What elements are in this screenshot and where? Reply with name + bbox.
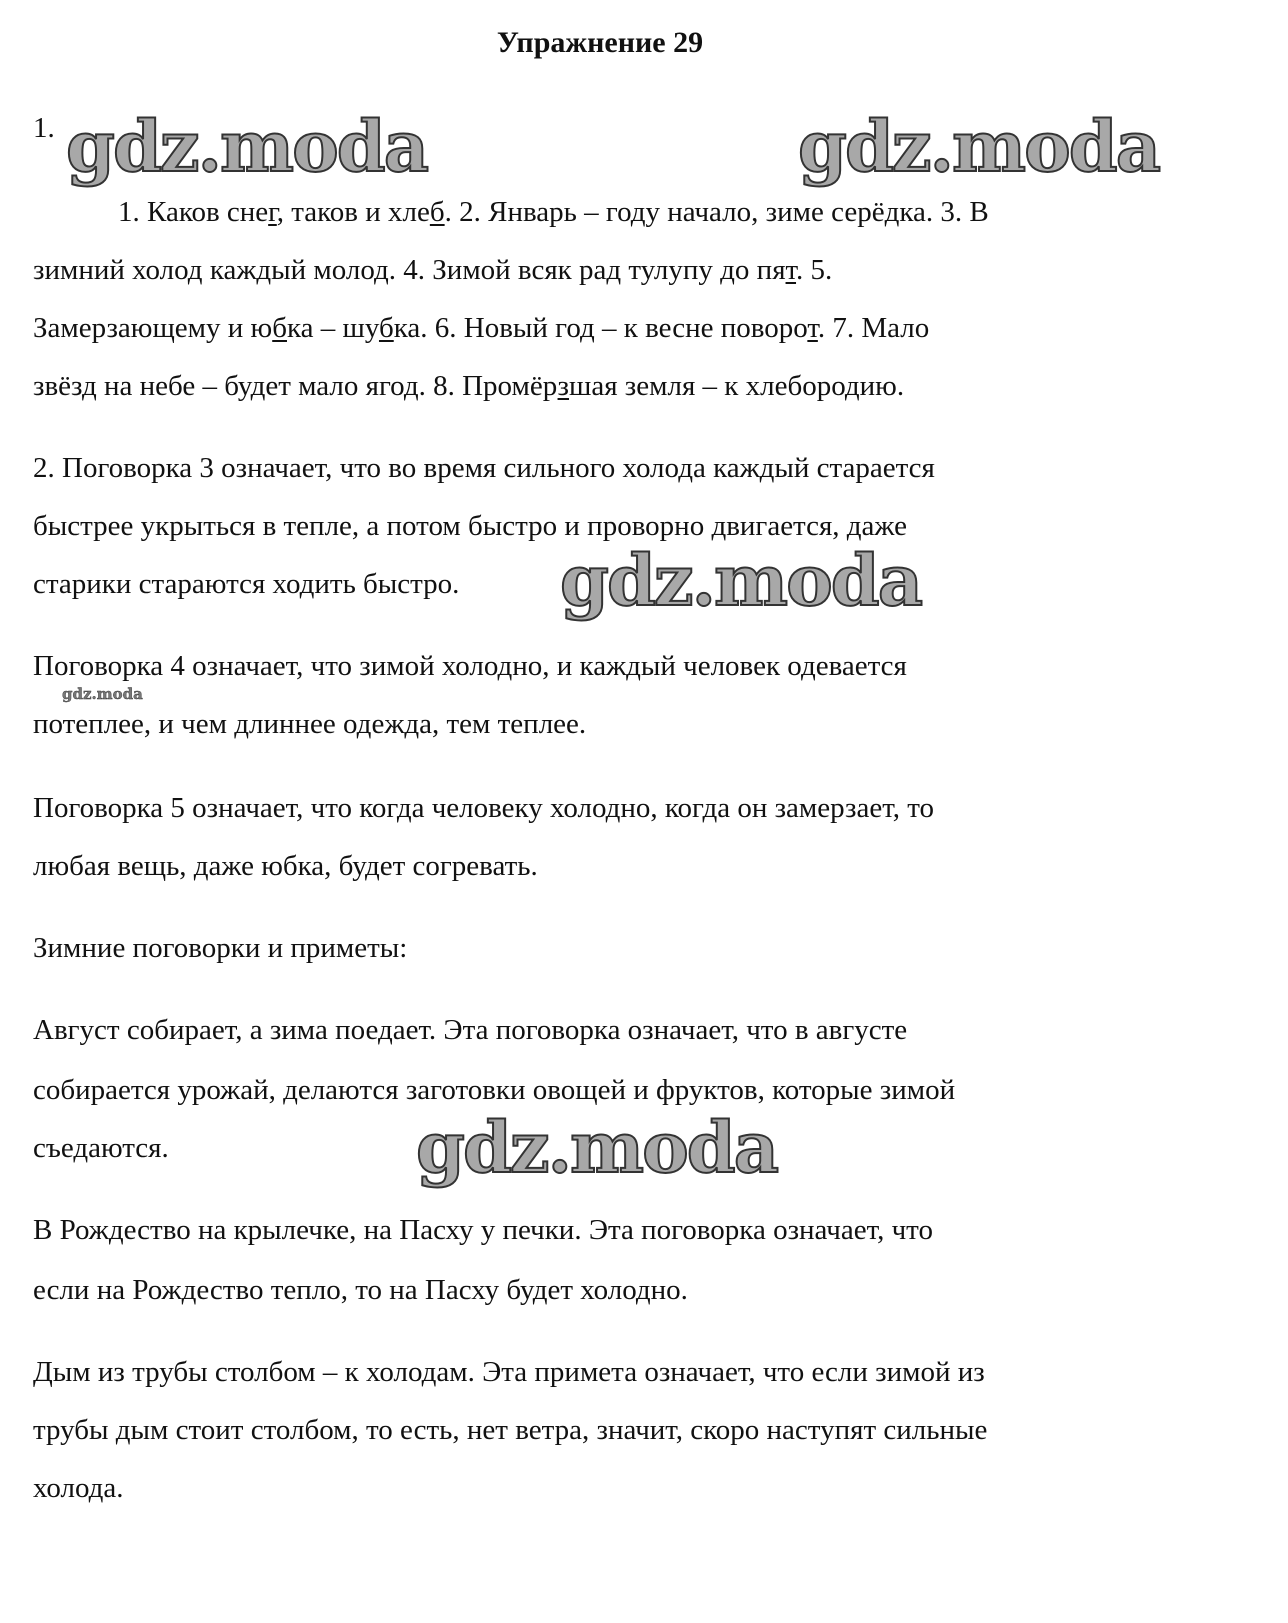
underlined-letter: б <box>429 196 445 228</box>
text-segment: . 2. Январь – году начало, зиме серё <box>444 196 885 228</box>
underlined-letter: б <box>272 312 287 344</box>
text-line: Август собирает, а зима поедает. Эта поговорка означает, что в августе <box>33 1014 908 1046</box>
text-segment: – к весне поворо <box>594 312 808 344</box>
exercise-title: Упражнение 29 <box>496 26 704 59</box>
text-line <box>33 311 929 345</box>
text-line: холода. <box>33 1472 124 1504</box>
text-line: трубы дым стоит столбом, то есть, нет ветра, значит, скоро наступят сильные <box>33 1414 988 1446</box>
underlined-letter: г <box>268 196 277 228</box>
text-line: В Рождество на крылечке, на Пасху у печки. Эта поговорка означает, что <box>33 1214 933 1246</box>
watermark-small: gdz.moda <box>62 685 143 703</box>
text-line: 2. Поговорка 3 означает, что во время сильного холода каждый старается <box>33 452 935 484</box>
underlined-letter: д <box>579 312 595 344</box>
watermark: gdz.moda <box>560 539 922 622</box>
text-line: быстрее укрыться в тепле, а потом быстро и проворно двигается, даже <box>33 510 907 542</box>
text-line: Дым из трубы столбом – к холодам. Эта примета означает, что если зимой из <box>33 1356 985 1388</box>
text-line: Поговорка 5 означает, что когда человеку холодно, когда он замерзает, то <box>33 792 934 824</box>
text-segment: на небе – будет мало яго <box>96 370 404 402</box>
underlined-letter: д <box>187 254 203 286</box>
text-segment: ка – шу <box>286 312 379 344</box>
text-segment: , таков и хле <box>276 196 430 228</box>
text-segment: 1. Каков сне <box>118 196 269 228</box>
underlined-letter: б <box>378 312 394 344</box>
text-segment: шая земля – к хлебородию. <box>569 370 905 402</box>
text-line: Зимние поговорки и приметы: <box>33 932 408 964</box>
text-line <box>118 195 989 229</box>
text-segment: Замерзающему и ю <box>33 312 273 344</box>
watermark: gdz.moda <box>798 105 1160 188</box>
text-line: съедаются. <box>33 1132 169 1164</box>
text-segment: . 5. <box>796 254 833 286</box>
underlined-letter: т <box>807 312 818 344</box>
text-segment: тулупу до пя <box>621 254 786 286</box>
text-segment: . 4. Зимой всяк ра <box>388 254 607 286</box>
text-line: если на Рождество тепло, то на Пасху будет холодно. <box>33 1274 688 1306</box>
text-line: потеплее, и чем длиннее одежда, тем теплее. <box>33 708 587 740</box>
text-segment: з <box>71 370 82 402</box>
text-line: старики стараются ходить быстро. <box>33 568 460 600</box>
section-number: 1. <box>33 112 55 144</box>
text-segment: . 8. Промёр <box>418 370 558 402</box>
underlined-letter: д <box>884 196 900 228</box>
text-segment: звё <box>33 370 72 402</box>
text-segment: . 7. Мало <box>817 312 930 344</box>
text-segment: ка. 6. Новый го <box>393 312 580 344</box>
text-line: любая вещь, даже юбка, будет согревать. <box>33 850 538 882</box>
underlined-letter: д <box>403 370 419 402</box>
underlined-letter: т <box>785 254 797 286</box>
text-line <box>33 369 904 403</box>
text-segment: ка. 3. В <box>899 196 989 228</box>
text-line <box>33 253 832 287</box>
underlined-letter: д <box>81 370 97 402</box>
underlined-letter: д <box>606 254 622 286</box>
underlined-letter: д <box>374 254 389 286</box>
text-segment: каждый моло <box>202 254 374 286</box>
text-segment: зимний холо <box>33 254 188 286</box>
watermark: gdz.moda <box>416 1106 778 1189</box>
underlined-letter: з <box>557 370 570 402</box>
text-line: собирается урожай, делаются заготовки овощей и фруктов, которые зимой <box>33 1074 956 1106</box>
watermark: gdz.moda <box>66 105 428 188</box>
text-line: Поговорка 4 означает, что зимой холодно, и каждый человек одевается <box>33 650 907 682</box>
